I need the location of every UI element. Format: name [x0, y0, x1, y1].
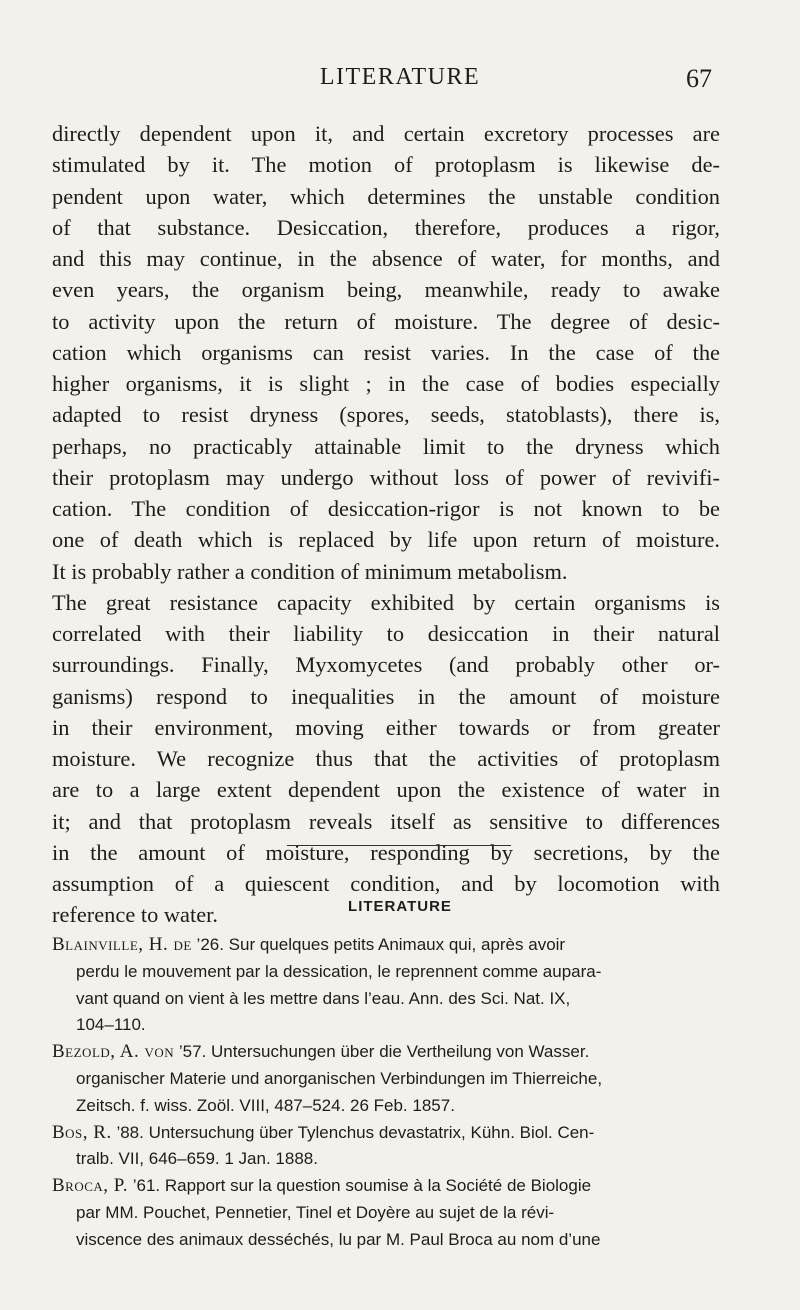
body-line: cation. The condition of desiccation-rigor is not known to be — [52, 496, 720, 521]
body-line: correlated with their liability to desiccation in their natural — [52, 621, 720, 646]
body-line: in their environment, moving either towards or from greater — [52, 714, 720, 740]
reference-author: Broca, P. — [52, 1175, 129, 1197]
body-line: directly dependent upon it, and certain excretory processes are — [52, 121, 720, 146]
reference-line — [52, 1173, 722, 1200]
reference-line — [52, 1120, 722, 1147]
reference-line: perdu le mouvement par la dessication, le reprennent comme aupara- — [76, 961, 602, 981]
body-line: pendent upon water, which determines the unstable condition — [52, 183, 720, 209]
body-line: higher organisms, it is slight ; in the case of bodies especially — [52, 371, 720, 396]
body-line: one of death which is replaced by life upon return of moisture. — [52, 527, 720, 553]
body-line: ganisms) respond to inequalities in the amount of moisture — [52, 683, 720, 709]
body-line: The great resistance capacity exhibited by certain organisms is — [52, 589, 720, 615]
reference-line: organischer Materie und anorganischen Verbindungen im Thierreiche, — [76, 1068, 603, 1088]
reference-line — [52, 932, 722, 959]
body-line: perhaps, no practicably attainable limit to the dryness which — [52, 433, 720, 459]
reference-line — [52, 1039, 722, 1066]
reference-text: ’26. Sur quelques petits Animaux qui, après avoir — [191, 935, 566, 954]
body-line: stimulated by it. The motion of protoplasm is likewise de- — [52, 152, 720, 178]
body-line: assumption of a quiescent condition, and by locomotion with — [52, 871, 720, 896]
body-line: it; and that protoplasm reveals itself as sensitive to differences — [52, 808, 720, 834]
reference-text: ’57. Untersuchungen über die Vertheilung von Wasser. — [174, 1042, 590, 1062]
body-line: surroundings. Finally, Myxomycetes (and probably other or- — [52, 652, 720, 678]
reference-entry — [52, 1039, 722, 1119]
reference-line: Zeitsch. f. wiss. Zoöl. VIII, 487–524. 26 Feb. 1857. — [76, 1095, 455, 1115]
literature-heading: LITERATURE — [348, 898, 452, 915]
reference-author: Bos, R. — [52, 1121, 112, 1143]
body-line: to activity upon the return of moisture. The degree of desic- — [52, 308, 720, 334]
reference-entry — [52, 1173, 722, 1253]
reference-line: vant quand on vient à les mettre dans l’eau. Ann. des Sci. Nat. IX, — [76, 988, 571, 1008]
running-head — [100, 64, 712, 104]
reference-text: ’88. Untersuchung über Tylenchus devastatrix, Kühn. Biol. Cen- — [111, 1122, 595, 1142]
reference-author: Blainville, H. de — [52, 934, 192, 955]
body-line: even years, the organism being, meanwhile, ready to awake — [52, 277, 720, 303]
body-line: their protoplasm may undergo without loss of power of revivifi- — [52, 464, 720, 490]
reference-line: par MM. Pouchet, Pennetier, Tinel et Doyère au sujet de la révi- — [76, 1202, 555, 1222]
body-line: of that substance. Desiccation, therefore, produces a rigor, — [52, 214, 720, 240]
running-title: LITERATURE — [319, 64, 481, 90]
reference-line: viscence des animaux desséchés, lu par M. Paul Broca au nom d’une — [76, 1229, 601, 1249]
reference-line: 104–110. — [76, 1015, 146, 1035]
body-line: adapted to resist dryness (spores, seeds, statoblasts), there is, — [52, 402, 720, 428]
reference-entry — [52, 1120, 722, 1174]
section-divider — [287, 845, 511, 846]
page-number: 67 — [686, 64, 712, 93]
body-line: It is probably rather a condition of minimum metabolism. — [52, 558, 568, 584]
body-line: in the amount of moisture, responding by secretions, by the — [52, 839, 720, 865]
body-line: and this may continue, in the absence of water, for months, and — [52, 246, 720, 271]
reference-line: tralb. VII, 646–659. 1 Jan. 1888. — [76, 1149, 318, 1169]
reference-entry — [52, 932, 722, 1039]
reference-text: ’61. Rapport sur la question soumise à la Société de Biologie — [128, 1176, 592, 1196]
body-paragraph — [52, 118, 720, 931]
body-line: reference to water. — [52, 902, 218, 928]
reference-author: Bezold, A. von — [52, 1041, 175, 1063]
body-line: cation which organisms can resist varies. In the case of the — [52, 339, 720, 365]
body-line: are to a large extent dependent upon the existence of water in — [52, 777, 720, 803]
reference-list — [52, 932, 722, 1254]
body-line: moisture. We recognize thus that the activities of protoplasm — [52, 746, 720, 771]
